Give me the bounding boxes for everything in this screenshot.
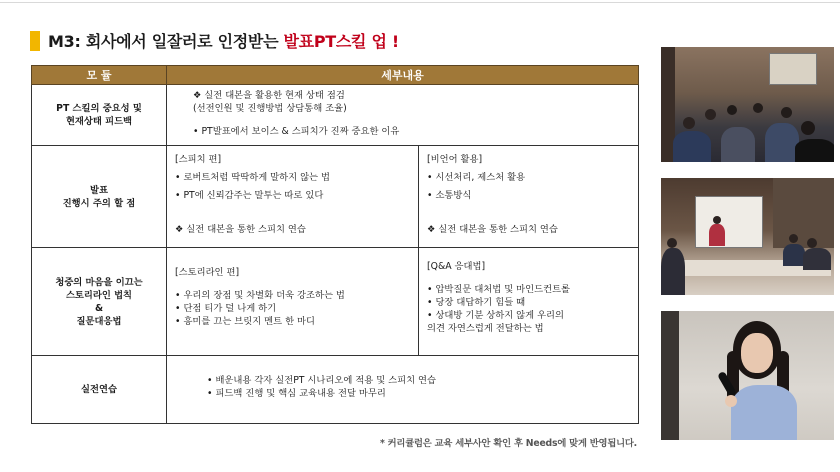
module-line: 현재상태 피드백: [65, 116, 133, 127]
top-divider: [0, 2, 840, 3]
module-line: 실전연습: [81, 384, 117, 395]
module-line: 발표: [90, 184, 108, 196]
title-highlight: 발표PT스킬 업 !: [283, 32, 399, 51]
detail-line: ❖ 실전 대본을 활용한 현재 상태 점검: [193, 90, 345, 101]
sub-heading: [Q&A 응대법]: [427, 261, 486, 272]
details-cell: [167, 356, 639, 424]
header-details: 세부내용: [167, 66, 639, 85]
detail-footer: ❖ 실전 대본을 통한 스피치 연습: [427, 224, 558, 235]
details-cell: [167, 85, 639, 146]
footnote: * 커리큘럼은 교육 세부사안 확인 후 Needs에 맞게 반영됩니다.: [379, 438, 637, 449]
module-line: &: [94, 302, 104, 314]
table-row: [32, 85, 639, 146]
details-right-cell: [419, 248, 639, 356]
detail-line: (선전인원 및 진행방법 상담통해 조율): [193, 103, 347, 114]
module-cell: [32, 356, 167, 424]
detail-line: • 소통방식: [427, 190, 472, 201]
detail-line: • 시선처리, 제스처 활용: [427, 172, 526, 183]
photo-classroom: [661, 47, 834, 162]
table-row: [32, 248, 639, 356]
module-cell: [32, 146, 167, 248]
module-line: 진행시 주의 할 점: [62, 197, 136, 209]
detail-line: • 배운내용 각자 실전PT 시나리오에 적용 및 스피치 연습: [207, 375, 437, 386]
detail-line: • 압박질문 대처법 및 마인드컨트롤: [427, 284, 571, 295]
detail-line: • PT에 신뢰감주는 말투는 따로 있다: [175, 190, 324, 201]
photo-presenter: [661, 311, 834, 440]
sub-heading: [스토리라인 편]: [175, 267, 240, 278]
detail-line: • 우리의 장점 및 차별화 더욱 강조하는 법: [175, 290, 345, 301]
details-left-cell: [167, 146, 419, 248]
header-module: 모 듈: [32, 66, 167, 85]
detail-line: • PT발표에서 보이스 & 스피치가 진짜 중요한 이유: [193, 126, 400, 137]
table-header-row: [32, 66, 639, 85]
details-right-cell: [419, 146, 639, 248]
module-line: 스토리라인 법칙: [65, 289, 133, 301]
curriculum-table: [31, 65, 639, 424]
sub-heading: [비언어 활용]: [427, 154, 483, 165]
module-line: PT 스킬의 중요성 및: [56, 103, 142, 114]
detail-line: • 단점 티가 덜 나게 하기: [175, 303, 277, 314]
details-left-cell: [167, 248, 419, 356]
table-row: [32, 146, 639, 248]
sub-heading: [스피치 편]: [175, 154, 222, 165]
detail-footer: ❖ 실전 대본을 통한 스피치 연습: [175, 224, 306, 235]
detail-line: • 로버트처럼 딱딱하게 말하지 않는 법: [175, 172, 330, 183]
detail-line: • 흥미를 끄는 브릿지 멘트 한 마디: [175, 316, 315, 327]
module-cell: [32, 248, 167, 356]
title-prefix: M3: 회사에서 일잘러로 인정받는: [48, 32, 284, 51]
detail-line: • 상대방 기분 상하지 않게 우리의: [427, 310, 565, 321]
module-cell: [32, 85, 167, 146]
photo-seminar: [661, 178, 834, 295]
page-title: [48, 29, 399, 52]
module-line: 질문대응법: [76, 315, 122, 327]
module-line: 청중의 마음을 이끄는: [55, 276, 143, 288]
detail-line: • 당장 대답하기 힘들 때: [427, 297, 526, 308]
detail-line: 의견 자연스럽게 전달하는 법: [427, 323, 544, 334]
table-row: [32, 356, 639, 424]
detail-line: • 피드백 진행 및 핵심 교육내용 전달 마무리: [207, 388, 386, 399]
title-accent-bar: [30, 31, 40, 51]
